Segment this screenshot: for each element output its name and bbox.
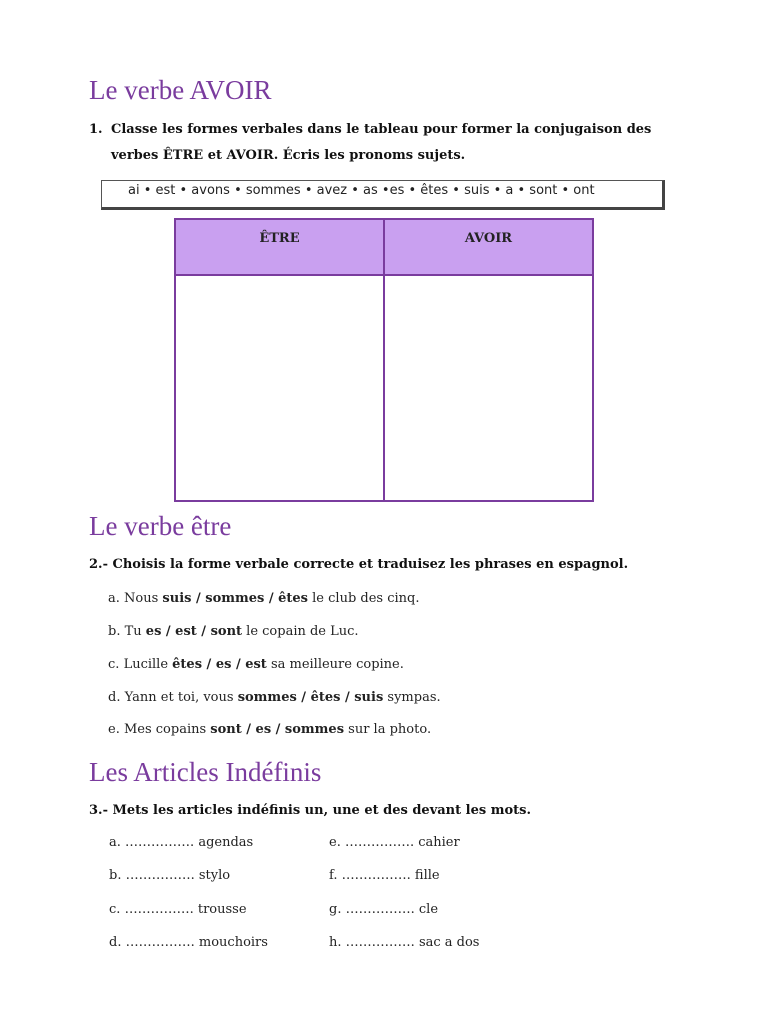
item-text-pre: Yann et toi, vous <box>124 690 238 705</box>
word-bank: ai • est • avons • sommes • avez • as •es • êtes • suis • a • sont • ont <box>101 180 665 210</box>
item-letter: a. <box>109 835 121 850</box>
exercise-item <box>108 592 419 605</box>
item-letter: c. <box>108 657 120 672</box>
answer-blank[interactable]: ……………. <box>345 935 415 950</box>
section2-title: Le verbe être <box>89 511 232 541</box>
item-letter: d. <box>109 935 122 950</box>
verb-choices: sommes / êtes / suis <box>237 690 384 705</box>
instruction-line-2: verbes ÊTRE et AVOIR. Écris les pronoms sujets. <box>111 148 466 163</box>
item-letter: e. <box>329 835 341 850</box>
table-header-etre: ÊTRE <box>175 219 384 275</box>
section3-title: Les Articles Indéfinis <box>89 757 322 787</box>
conjugation-table <box>174 218 594 502</box>
item-word: trousse <box>197 902 247 917</box>
item-word: cle <box>418 902 439 917</box>
answer-blank[interactable]: ……………. <box>124 902 194 917</box>
verb-choices: sont / es / sommes <box>210 722 345 737</box>
verb-choices: êtes / es / est <box>172 657 267 672</box>
item-text-pre: Tu <box>124 624 146 639</box>
table-cell-avoir[interactable] <box>384 275 593 501</box>
answer-blank[interactable]: ……………. <box>345 902 415 917</box>
item-letter: f. <box>329 868 338 883</box>
article-item <box>329 936 479 949</box>
article-item <box>329 869 440 882</box>
item-text-post: le club des cinq. <box>308 591 420 606</box>
answer-blank[interactable]: ……………. <box>125 835 195 850</box>
article-item <box>329 836 460 849</box>
exercise-item <box>108 658 404 671</box>
item-letter: b. <box>109 868 122 883</box>
item-text-post: sur la photo. <box>344 722 432 737</box>
instruction-line-1: Classe les formes verbales dans le tableau pour former la conjugaison des <box>111 122 652 137</box>
verb-choices: es / est / sont <box>145 624 243 639</box>
item-text-post: sa meilleure copine. <box>266 657 404 672</box>
article-item <box>109 936 268 949</box>
answer-blank[interactable]: ……………. <box>341 868 411 883</box>
item-letter: h. <box>329 935 342 950</box>
article-item <box>109 869 230 882</box>
item-letter: b. <box>108 624 121 639</box>
item-letter: a. <box>108 591 120 606</box>
item-letter: e. <box>108 722 120 737</box>
table-cell-etre[interactable] <box>175 275 384 501</box>
item-word: agendas <box>198 835 254 850</box>
item-letter: c. <box>109 902 121 917</box>
item-text-post: sympas. <box>383 690 441 705</box>
table-header-avoir: AVOIR <box>384 219 593 275</box>
item-word: fille <box>414 868 440 883</box>
section3-instruction: 3.- Mets les articles indéfinis un, une et des devant les mots. <box>89 803 531 818</box>
item-word: stylo <box>198 868 231 883</box>
item-word: mouchoirs <box>198 935 268 950</box>
answer-blank[interactable]: ……………. <box>344 835 415 850</box>
item-word: sac a dos <box>418 935 480 950</box>
item-letter: g. <box>329 902 342 917</box>
article-item <box>109 903 247 916</box>
answer-blank[interactable]: ……………. <box>125 868 195 883</box>
article-item <box>329 903 438 916</box>
instruction-number: 1. <box>89 122 103 137</box>
item-text-pre: Mes copains <box>123 722 211 737</box>
item-word: cahier <box>418 835 460 850</box>
verb-choices: suis / sommes / êtes <box>162 591 309 606</box>
answer-blank[interactable]: ……………. <box>125 935 195 950</box>
item-text-post: le copain de Luc. <box>242 624 359 639</box>
item-text-pre: Nous <box>124 591 163 606</box>
section1-title: Le verbe AVOIR <box>89 75 272 105</box>
item-text-pre: Lucille <box>123 657 173 672</box>
exercise-item <box>108 625 359 638</box>
exercise-item <box>108 691 441 704</box>
exercise-item <box>108 723 431 736</box>
section2-instruction: 2.- Choisis la forme verbale correcte et traduisez les phrases en espagnol. <box>89 557 629 572</box>
item-letter: d. <box>108 690 121 705</box>
article-item <box>109 836 253 849</box>
